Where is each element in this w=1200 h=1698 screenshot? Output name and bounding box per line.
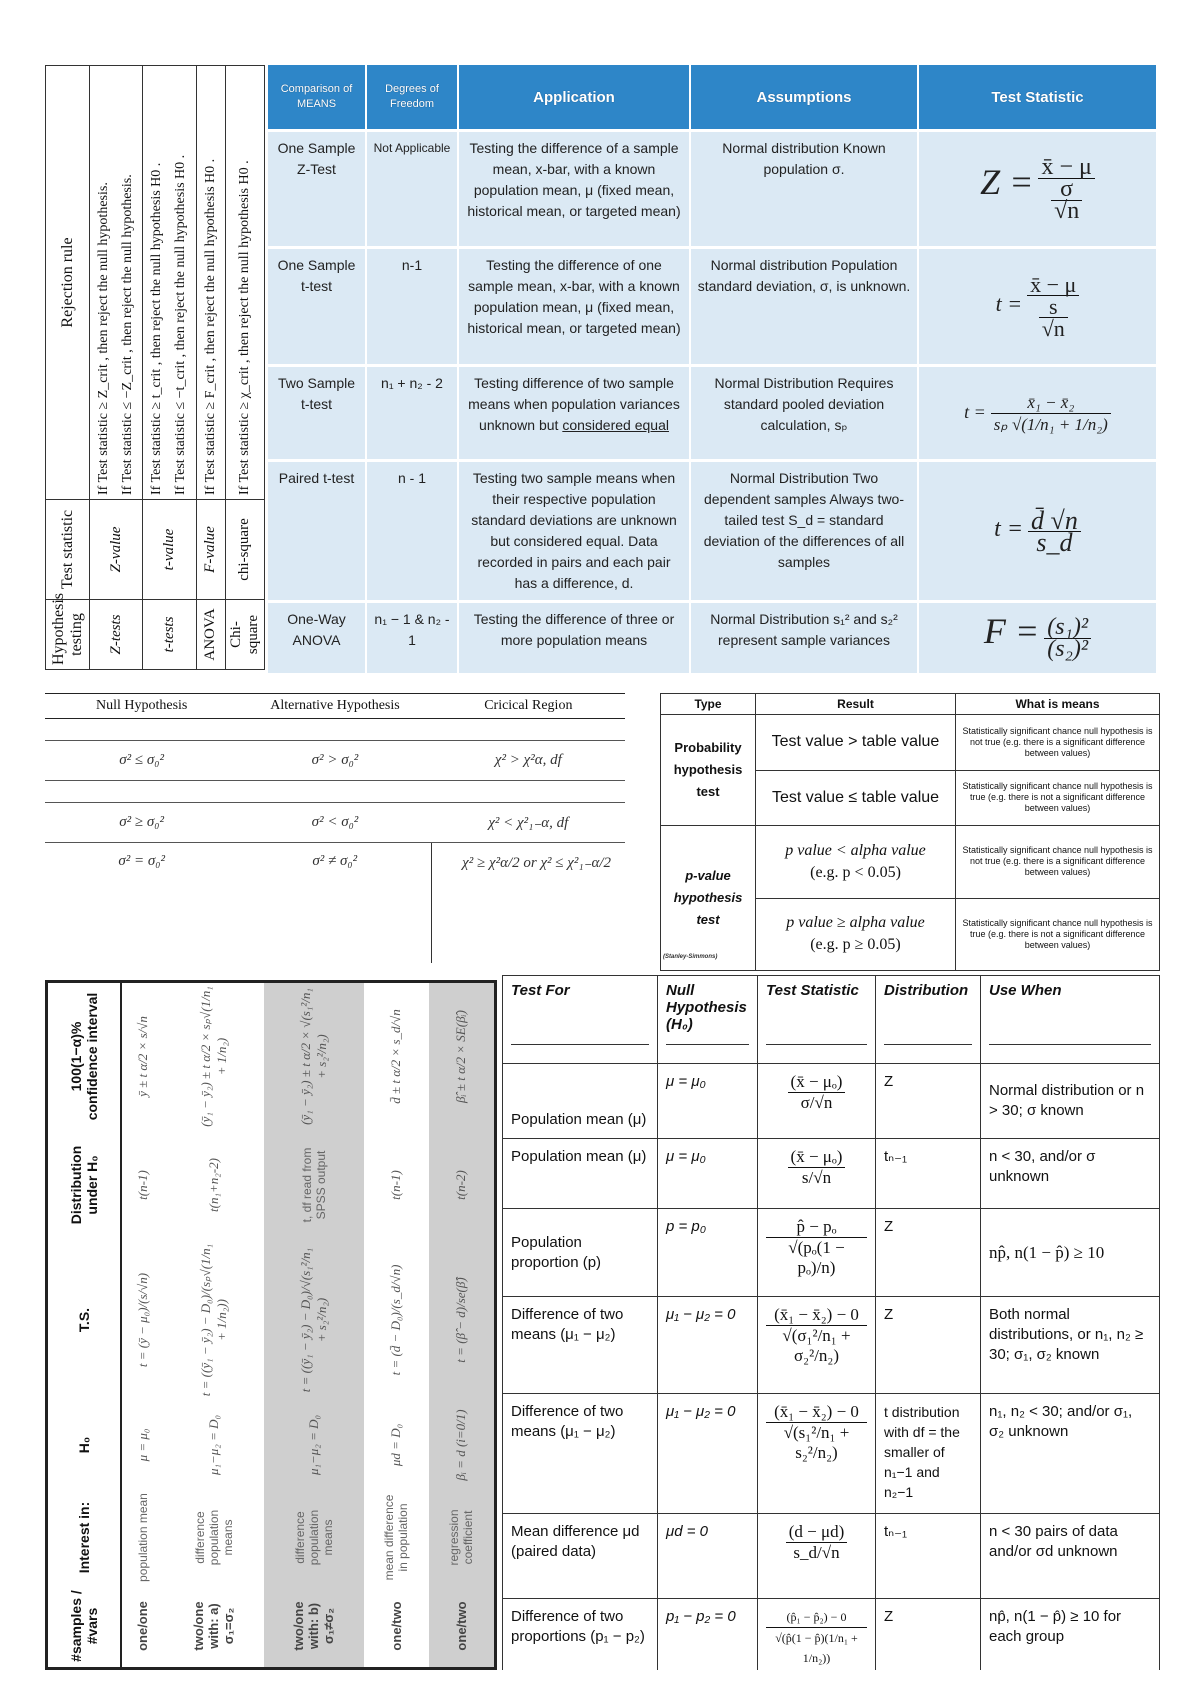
header-alternative: Alternative Hypothesis bbox=[238, 694, 431, 719]
table-row: t-tests t-value If Test statistic ≥ t_crit , then reject the null hypothesis H0 . If Test statistic ≤ −t_crit , then reject the null hypothesis H0 . bbox=[143, 66, 196, 670]
header-type: Type bbox=[661, 694, 756, 715]
variance-test-table bbox=[45, 693, 625, 963]
table-row: Chi-square chi-square If Test statistic ≥ χ_crit , then reject the null hypothesis H0 . bbox=[225, 66, 264, 670]
table-row: Difference of two means (μ₁ − μ₂) μ₁ − μ₂ = 0 $\frac{\text{(x̄₁ − x̄₂) − 0}}{\text{√(σ₁²/n₁ + σ₂²/n₂)}}$ Z Both normal distributions, or n₁, n₂ ≥ 30; σ₁, σ₂ known bbox=[503, 1297, 1160, 1394]
header-application: Application bbox=[458, 65, 690, 131]
header-null: Null Hypothesis bbox=[45, 694, 238, 719]
header-meaning: What is means bbox=[956, 694, 1160, 715]
comparison-of-means-table bbox=[268, 65, 1158, 673]
table-row: Population proportion (p) p = p₀ $\frac{\text{p̂ − pₒ}}{\text{√(pₒ(1 − pₒ)/n)}}$ Z np̂, n(1 − p̂) ≥ 10 bbox=[503, 1209, 1160, 1297]
header-test-for: Test For bbox=[511, 982, 649, 1045]
header-assumptions: Assumptions bbox=[690, 65, 918, 131]
formula-f: F = $\frac{\text{(s₁)²}}{\text{(s₂)²}}$ bbox=[918, 602, 1157, 674]
table-row: Paired t-test n - 1 Testing two sample means when their respective population standard deviations are unknown but considered equal. Data recorded in pairs and each pair has a difference, d. Normal Distribution Two dependent samples Always two-tailed test S_d = standard deviation of the differences of all samples t = $\frac{d̄ √n}{s\_d}$ bbox=[268, 461, 1157, 602]
table-row: two/one with: b) σ₁≠σ₂ difference population means μ₁−μ₂ = D₀ t = ((ȳ₁ − ȳ₂) − D₀)/√(s₁²/n₁ + s₂²/n₂) t, df read from SPSS output (ȳ₁ − ȳ₂) ± t α/2 × √(s₁²/n₁ + s₂²/n₂) bbox=[264, 983, 364, 1667]
table-row: σ² ≤ σ₀² σ² > σ₀² χ² > χ²α, df bbox=[45, 741, 625, 781]
header-rejection-rule: Rejection rule bbox=[46, 66, 90, 500]
header-samples: #samples / #vars bbox=[48, 1585, 121, 1667]
header-test-statistic: Test Statistic bbox=[766, 982, 867, 1045]
header-comparison: Comparison of MEANS bbox=[268, 65, 366, 131]
header-hypothesis-testing: Hypothesis testing bbox=[46, 600, 90, 670]
table-row: Two Sample t-test n₁ + n₂ - 2 Testing difference of two sample means when population variances unknown but considered equal Normal Distribution Requires standard pooled deviation calculation, sₚ t = $\frac{\text{x̄₁ − x̄₂}}{\text{sₚ √(1/n₁ + 1/n₂)}}$ bbox=[268, 366, 1157, 461]
table-row: σ² = σ₀² σ² ≠ σ₀² χ² ≥ χ²α/2 or χ² ≤ χ²₁₋α/2 bbox=[45, 843, 625, 964]
table-row: Difference of two proportions (p₁ − p₂) p₁ − p₂ = 0 $\frac{\text{(p̂₁ − p̂₂) − 0}}{\text{√(p̂(1 − p̂)(1/n₁ + 1/n₂))}}$ Z np̂, n(1 − p̂) ≥ 10 for each group bbox=[503, 1599, 1160, 1671]
table-row: one/two mean difference in population μd = D₀ t = (d̄ − D₀)/(s_d/√n) t(n-1) d̄ ± t α/2 × s_d/√n bbox=[382, 1009, 411, 1651]
header-distribution: Distribution under H₀ bbox=[48, 1130, 121, 1240]
table-row: One Sample t-test n-1 Testing the difference of one sample mean, x-bar, with a known population mean, μ (fixed mean, historical mean, or targeted mean) Normal distribution Population standard deviation, σ, is unknown. t = $\frac{x̄ - \mu}{\frac{s}{√n}}$ bbox=[268, 248, 1157, 366]
rejection-rule-table bbox=[45, 65, 265, 670]
table-row: σ² ≥ σ₀² σ² < σ₀² χ² < χ²₁₋α, df bbox=[45, 803, 625, 843]
table-row: one/two regression coefficient βᵢ = d (i=0/1) t = (β̂ − d)/se(β̂) t(n-2) β̂ᵢ ± t α/2 × SE(β̂ᵢ) bbox=[429, 983, 494, 1667]
header-h0: H₀ bbox=[48, 1400, 121, 1490]
header-critical: Cricical Region bbox=[432, 694, 625, 719]
header-degrees: Degrees of Freedom bbox=[366, 65, 458, 131]
formula-t-two-sample: t = $\frac{\text{x̄₁ − x̄₂}}{\text{sₚ √(1/n₁ + 1/n₂)}}$ bbox=[918, 366, 1157, 461]
header-test-statistic: Test Statistic bbox=[918, 65, 1157, 131]
header-distribution: Distribution bbox=[884, 982, 972, 1045]
header-result: Result bbox=[756, 694, 956, 715]
table-row: ANOVA F-value If Test statistic ≥ F_crit , then reject the null hypothesis H0 . bbox=[196, 66, 225, 670]
hypothesis-type-table bbox=[660, 693, 1160, 971]
table-row: p-value hypothesis test (Stanley-Simmons) p value < alpha value (e.g. p < 0.05) Statistically significant chance null hypothesis is not true (e.g. there is a significant difference between values) bbox=[661, 826, 1160, 898]
table-row: Population mean (μ) μ = μ₀ $\frac{\text{(x̄ − μₒ)}}{s/√n}$ tₙ₋₁ n < 30, and/or σ unknown bbox=[503, 1139, 1160, 1209]
header-interest: Interest in: bbox=[48, 1490, 121, 1585]
formula-t-paired: t = $\frac{d̄ √n}{s\_d}$ bbox=[918, 461, 1157, 602]
confidence-interval-table bbox=[45, 980, 497, 1670]
table-row: One-Way ANOVA n₁ − 1 & n₂ - 1 Testing the difference of three or more population means Normal Distribution s₁² and s₂² represent sample variances F = $\frac{\text{(s₁)²}}{\text{(s₂)²}}$ bbox=[268, 602, 1157, 674]
formula-z: Z = $\frac{x̄ - \mu}{\frac{\sigma}{√n}}$ bbox=[918, 131, 1157, 248]
table-row: Mean difference μd (paired data) μd = 0 $\frac{(d - \mu d)}{s\_d/√n}$ tₙ₋₁ n < 30 pairs of data and/or σd unknown bbox=[503, 1514, 1160, 1599]
header-ci: 100(1−α)% confidence interval bbox=[48, 983, 121, 1130]
test-for-table bbox=[502, 975, 1160, 1670]
table-row: One Sample Z-Test Not Applicable Testing the difference of a sample mean, x-bar, with a known population mean, μ (fixed mean, historical mean, or targeted mean) Normal distribution Known population σ. Z = $\frac{x̄ - \mu}{\frac{\sigma}{√n}}$ bbox=[268, 131, 1157, 248]
table-row: Z-tests Z-value If Test statistic ≥ Z_crit , then reject the null hypothesis. If Test statistic ≤ −Z_crit , then reject the null hypothesis. bbox=[90, 66, 143, 670]
table-row: one/one population mean μ = μ₀ t = (ȳ − μ₀)/(s/√n) t(n-1) ȳ ± t α/2 × s/√n bbox=[134, 1016, 151, 1651]
table-row: two/one with: a) σ₁=σ₂ difference population means μ₁−μ₂ = D₀ t = ((ȳ₁ − ȳ₂) − D₀)/(sₚ√(1/n₁ + 1/n₂)) t(n₁+n₂-2) (ȳ₁ − ȳ₂) ± t α/2 × sₚ√(1/n₁ + 1/n₂) bbox=[191, 986, 237, 1651]
table-row: p value ≥ alpha value (e.g. p ≥ 0.05) Statistically significant chance null hypothesis is true (e.g. there is not a significant difference between values) bbox=[661, 898, 1160, 971]
table-row: Difference of two means (μ₁ − μ₂) μ₁ − μ₂ = 0 $\frac{\text{(x̄₁ − x̄₂) − 0}}{\text{√(s₁²/n₁ + s₂²/n₂)}}$ t distribution with df = the smaller of n₁−1 and n₂−1 n₁, n₂ < 30; and/or σ₁, σ₂ unknown bbox=[503, 1394, 1160, 1514]
table-row: Population mean (μ) μ = μ₀ $\frac{\text{(x̄ − μₒ)}}{\sigma/√n}$ Z Normal distribution or n > 30; σ known bbox=[503, 1064, 1160, 1139]
formula-t-one-sample: t = $\frac{x̄ - \mu}{\frac{s}{√n}}$ bbox=[918, 248, 1157, 366]
table-row: Test value ≤ table value Statistically significant chance null hypothesis is true (e.g. there is not a significant difference between values) bbox=[661, 770, 1160, 826]
header-null-hypothesis: Null Hypothesis (H₀) bbox=[666, 982, 749, 1045]
header-ts: T.S. bbox=[48, 1240, 121, 1400]
table-row: Probability hypothesis test Test value > table value Statistically significant chance null hypothesis is not true (e.g. there is a significant difference between values) bbox=[661, 715, 1160, 771]
header-use-when: Use When bbox=[989, 982, 1151, 1045]
header-test-statistic: Test statistic bbox=[46, 500, 90, 600]
